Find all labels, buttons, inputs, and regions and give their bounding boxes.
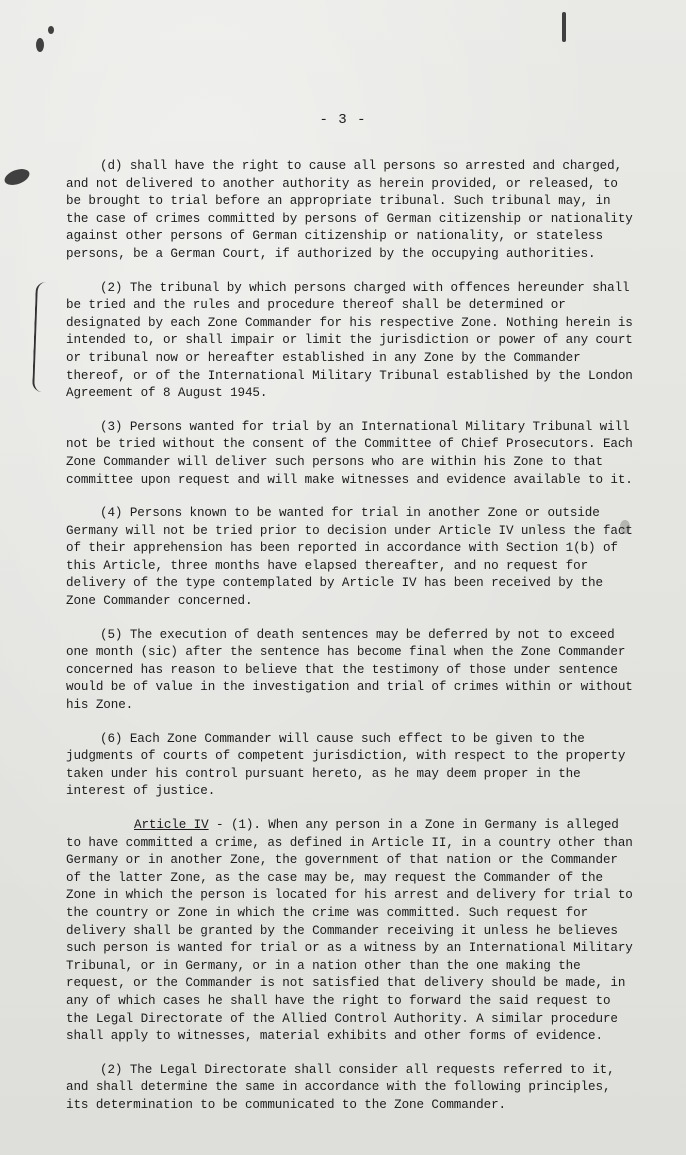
article-iv-paragraph-2	[66, 1062, 638, 1115]
paragraph-3	[66, 419, 638, 489]
paragraph-label: (4)	[100, 506, 123, 521]
paragraph-text: Persons wanted for trial by an International Military Tribunal will not be tried without the consent of the Committee of Chief Prosecutors. Each Zone Commander will deliver such persons who are within his Zone to that committee upon request and will make witnesses and evidence available to it.	[66, 419, 633, 487]
paragraph-label: (3)	[100, 419, 123, 434]
paragraph-label: (2)	[100, 280, 123, 295]
page-number: - 3 -	[319, 112, 367, 128]
paragraph-label: (d)	[100, 159, 123, 173]
paragraph-5	[66, 627, 638, 715]
paragraph-text: When any person in a Zone in Germany is alleged to have committed a crime, as defined in Article II, in a country other than Germany or in another Zone, the government of that nation or the Commander of the latter Zone, as the case may be, may request the Commander of the Zone in which the person is located for his arrest and delivery for trial to the country or Zone in which the crime was committed. Such request for delivery shall be granted by the Commander receiving it unless he believes such person is wanted for trial or as a witness by an International Military Tribunal, or in Germany, or in a nation other than the one making the request, or the Commander is not satisfied that delivery should be made, in any of which cases he shall have the right to forward the said request to the Legal Directorate of the Allied Control Authority. A similar procedure shall apply to witnesses, material exhibits and other forms of evidence.	[66, 818, 633, 1044]
paragraph-text: The tribunal by which persons charged with offences hereunder shall be tried and the rules and procedure thereof shall be determined or designated by each Zone Commander for his respective Zone. Nothing herein is intended to, or shall impair or limit the jurisdiction or power of any court or tribunal now or hereafter established in any Zone by the Commander thereof, or of the International Military Tribunal established by the London Agreement of 8 August 1945.	[66, 280, 633, 401]
paragraph-label: (5)	[100, 627, 123, 642]
ink-blot	[562, 12, 566, 42]
ink-blot	[48, 26, 54, 34]
paragraph-label: (2)	[100, 1062, 123, 1077]
paragraph-text: The execution of death sentences may be deferred by not to exceed one month (sic) after the sentence has become final when the Zone Commander concerned has reason to believe that the testimony of those under sentence would be of value in the investigation and trial of crimes within or without his Zone.	[66, 627, 633, 713]
paragraph-label: - (1).	[216, 818, 261, 832]
paragraph-d	[66, 158, 638, 264]
paragraph-4	[66, 505, 638, 611]
paragraph-2	[66, 280, 638, 403]
paragraph-text: Each Zone Commander will cause such effect to be given to the judgments of courts of competent jurisdiction, with respect to the property taken under his control pursuant hereto, as he may deem proper in the interest of justice.	[66, 731, 626, 799]
margin-bracket-mark	[32, 282, 48, 392]
paragraph-text: shall have the right to cause all persons so arrested and charged, and not delivered to another authority as herein provided, or released, to be brought to trial before an appropriate tribunal. Such tribunal may, in the case of crimes committed by persons of German citizenship or nationality against other persons of German citizenship or nationality, or stateless persons, be a German Court, if authorized by the occupying authorities.	[66, 159, 633, 261]
paragraph-label: (6)	[100, 731, 123, 746]
article-heading: Article IV	[134, 818, 209, 832]
ink-blot	[36, 38, 44, 52]
document-body	[66, 158, 638, 1131]
paragraph-6	[66, 731, 638, 801]
paragraph-text: The Legal Directorate shall consider all requests referred to it, and shall determine the same in accordance with the following principles, its determination to be communicated to the Zone Commander.	[66, 1062, 615, 1112]
ink-blot	[2, 166, 31, 188]
paragraph-text: Persons known to be wanted for trial in another Zone or outside Germany will not be tried prior to decision under Article IV unless the fact of their apprehension has been reported in accordance with Section 1(b) of this Article, three months have elapsed thereafter, and no request for delivery of the type contemplated by Article IV has been received by the Zone Commander concerned.	[66, 506, 633, 609]
article-iv-paragraph-1	[66, 817, 638, 1046]
